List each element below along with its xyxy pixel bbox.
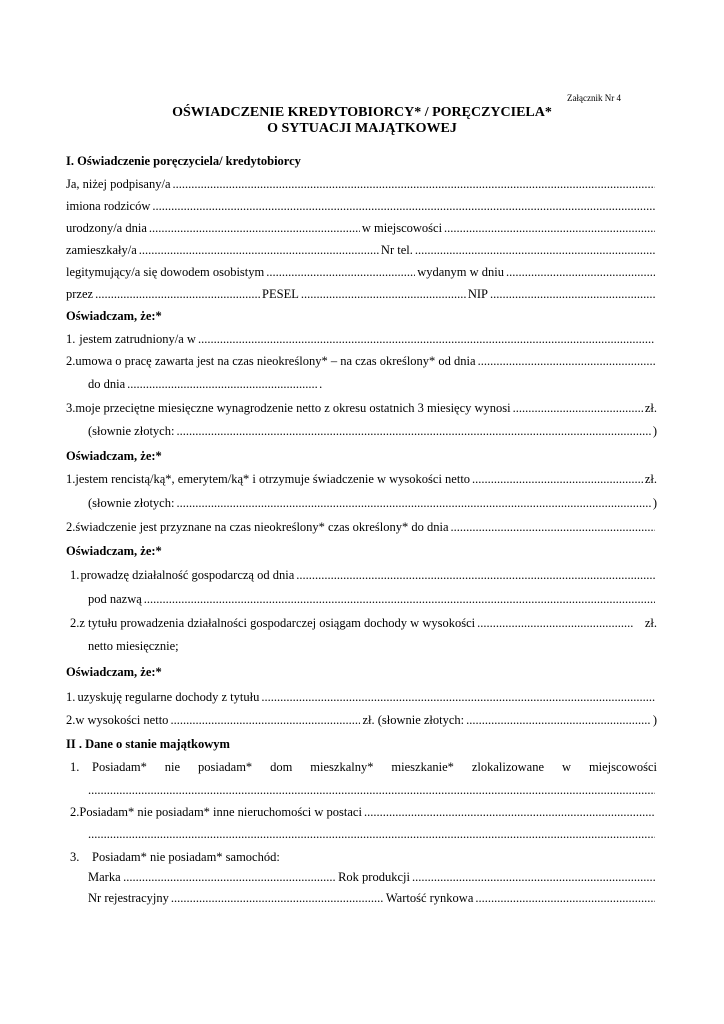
house-row xyxy=(66,758,657,776)
label-word: dom xyxy=(270,760,293,774)
item-number: 3. xyxy=(66,401,76,415)
contract-until-fill-line[interactable] xyxy=(127,375,317,393)
label-word: w xyxy=(561,760,571,774)
annex-label: Załącznik Nr 4 xyxy=(567,93,621,103)
item-number: 2. xyxy=(66,713,76,727)
regular-income-row xyxy=(66,688,657,706)
phone-fill-line[interactable] xyxy=(415,241,655,259)
residence-field-row xyxy=(66,241,657,259)
currency-label: zł. xyxy=(644,401,657,415)
property-label: Posiadam* nie posiadam* inne nieruchomości w postaci xyxy=(79,805,362,819)
item-number: 1. xyxy=(66,690,76,704)
section1-heading: I. Oświadczenie poręczyciela/ kredytobiorcy xyxy=(66,154,301,168)
close-paren: ) xyxy=(652,713,657,727)
label-word: zlokalizowane xyxy=(471,760,545,774)
property-cont-fill-line[interactable] xyxy=(88,825,655,843)
label-word: nie xyxy=(164,760,181,774)
issuer-field-row xyxy=(66,285,657,303)
words-label: (słownie złotych: xyxy=(88,424,175,438)
pesel-fill-line[interactable] xyxy=(301,285,466,303)
contract-until-row xyxy=(66,375,657,393)
id-field-row xyxy=(66,263,657,281)
contract-from-fill-line[interactable] xyxy=(478,352,655,370)
item-number: 2. xyxy=(70,805,80,819)
nip-label: NIP xyxy=(467,287,488,301)
birth-place-label: w miejscowości xyxy=(361,221,443,235)
pension-until-fill-line[interactable] xyxy=(451,518,656,536)
regular-income-label: uzyskuję regularne dochody z tytułu xyxy=(77,690,260,704)
currency-label: zł. xyxy=(644,616,657,630)
label-word: posiadam* xyxy=(198,760,253,774)
salary-label: moje przeciętne miesięczne wynagrodzenie netto z okresu ostatnich 3 miesięcy wynosi xyxy=(75,401,511,415)
make-fill-line[interactable] xyxy=(123,868,336,886)
salary-row xyxy=(66,399,657,417)
salary-words-row xyxy=(66,422,657,440)
id-label: legitymujący/a się dowodem osobistym xyxy=(66,265,265,279)
title-line-1: OŚWIADCZENIE KREDYTOBIORCY* / PORĘCZYCIELA* xyxy=(172,105,552,120)
birth-place-fill-line[interactable] xyxy=(444,219,655,237)
residence-fill-line[interactable] xyxy=(139,241,379,259)
car-row xyxy=(66,848,657,866)
item-number: 2. xyxy=(70,616,80,630)
business-date-fill-line[interactable] xyxy=(296,566,655,584)
currency-label: zł. xyxy=(644,472,657,486)
sentence-period: . xyxy=(319,377,323,391)
resident-label: zamieszkały/a xyxy=(66,243,137,257)
house-label xyxy=(92,758,657,776)
business-row xyxy=(66,566,657,584)
house-location-fill-line[interactable] xyxy=(88,781,655,799)
parents-label: imiona rodziców xyxy=(66,199,151,213)
employer-fill-line[interactable] xyxy=(198,330,655,348)
house-location-row xyxy=(66,781,657,799)
net-amount-words-fill-line[interactable] xyxy=(466,711,651,729)
item-number: 1. xyxy=(70,760,80,774)
words-label: (słownie złotych: xyxy=(88,496,175,510)
regular-income-source-fill-line[interactable] xyxy=(261,688,655,706)
parents-field-row xyxy=(66,197,657,215)
item-number: 1. xyxy=(66,472,76,486)
section2-heading: II . Dane o stanie majątkowym xyxy=(66,737,230,751)
pension-period-label: świadczenie jest przyznane na czas nieokreślony* czas określony* do dnia xyxy=(75,520,449,534)
value-fill-line[interactable] xyxy=(475,889,655,907)
reg-label: Nr rejestracyjny xyxy=(88,891,169,905)
contract-until-label: do dnia xyxy=(88,377,126,391)
birth-date-fill-line[interactable] xyxy=(149,219,360,237)
item-number: 2. xyxy=(66,520,76,534)
close-paren: ) xyxy=(652,496,657,510)
declaration-heading-4: Oświadczam, że:* xyxy=(66,665,162,679)
pension-amount-fill-line[interactable] xyxy=(472,470,643,488)
pension-label: jestem rencistą/ką*, emerytem/ką* i otrzymuje świadczenie w wysokości netto xyxy=(75,472,471,486)
business-name-fill-line[interactable] xyxy=(144,590,655,608)
contract-row xyxy=(66,352,657,370)
name-label: Ja, niżej podpisany/a xyxy=(66,177,171,191)
salary-words-fill-line[interactable] xyxy=(176,422,650,440)
business-label: prowadzę działalność gospodarczą od dnia xyxy=(80,568,295,582)
pesel-label: PESEL xyxy=(262,287,299,301)
label-word: miejscowości xyxy=(588,760,657,774)
net-amount-fill-line[interactable] xyxy=(170,711,360,729)
id-fill-line[interactable] xyxy=(266,263,415,281)
make-label: Marka xyxy=(88,870,121,884)
document-title xyxy=(0,105,724,137)
pension-period-row xyxy=(66,518,657,536)
item-number: 1. xyxy=(66,332,76,346)
born-label: urodzony/a dnia xyxy=(66,221,147,235)
close-paren: ) xyxy=(652,424,657,438)
reg-fill-line[interactable] xyxy=(171,889,384,907)
property-row xyxy=(66,803,657,821)
car-reg-row xyxy=(66,889,657,907)
business-name-label: pod nazwą xyxy=(88,592,142,606)
nip-fill-line[interactable] xyxy=(490,285,655,303)
item-number: 1. xyxy=(70,568,80,582)
business-name-row xyxy=(66,590,657,608)
net-amount-label: w wysokości netto xyxy=(75,713,169,727)
issuer-fill-line[interactable] xyxy=(95,285,260,303)
declaration-heading-2: Oświadczam, że:* xyxy=(66,449,162,463)
business-monthly-row: netto miesięcznie; xyxy=(88,639,179,653)
declaration-heading-1: Oświadczam, że:* xyxy=(66,309,162,323)
pension-row xyxy=(66,470,657,488)
year-fill-line[interactable] xyxy=(412,868,655,886)
item-number: 2. xyxy=(66,354,76,368)
issuer-label: przez xyxy=(66,287,94,301)
name-fill-line[interactable] xyxy=(173,175,656,193)
business-income-row xyxy=(66,614,657,632)
birth-field-row xyxy=(66,219,657,237)
label-word: Posiadam* xyxy=(92,760,147,774)
regular-amount-row xyxy=(66,711,657,729)
contract-label: umowa o pracę zawarta jest na czas nieokreślony* – na czas określony* od dnia xyxy=(75,354,476,368)
title-line-2: O SYTUACJI MAJĄTKOWEJ xyxy=(267,121,457,136)
parents-fill-line[interactable] xyxy=(152,197,655,215)
property-fill-line[interactable] xyxy=(364,803,655,821)
value-label: Wartość rynkowa xyxy=(385,891,474,905)
phone-label: Nr tel. xyxy=(380,243,413,257)
issued-date-fill-line[interactable] xyxy=(506,263,655,281)
item-number: 3. xyxy=(70,850,80,864)
declaration-heading-3: Oświadczam, że:* xyxy=(66,544,162,558)
property-cont-row xyxy=(66,825,657,843)
pension-words-fill-line[interactable] xyxy=(176,494,650,512)
business-income-fill-line[interactable] xyxy=(477,614,633,632)
employment-row xyxy=(66,330,657,348)
business-income-label: z tytułu prowadzenia działalności gospodarczej osiągam dochody w wysokości xyxy=(79,616,476,630)
currency-words-label: zł. (słownie złotych: xyxy=(362,713,465,727)
car-label: Posiadam* nie posiadam* samochód: xyxy=(92,850,280,864)
label-word: mieszkanie* xyxy=(391,760,454,774)
salary-fill-line[interactable] xyxy=(513,399,643,417)
name-field-row xyxy=(66,175,657,193)
label-word: mieszkalny* xyxy=(310,760,374,774)
pension-words-row xyxy=(66,494,657,512)
issued-label: wydanym w dniu xyxy=(417,265,505,279)
employment-label: jestem zatrudniony/a w xyxy=(79,332,196,346)
car-make-row xyxy=(66,868,657,886)
year-label: Rok produkcji xyxy=(338,870,410,884)
